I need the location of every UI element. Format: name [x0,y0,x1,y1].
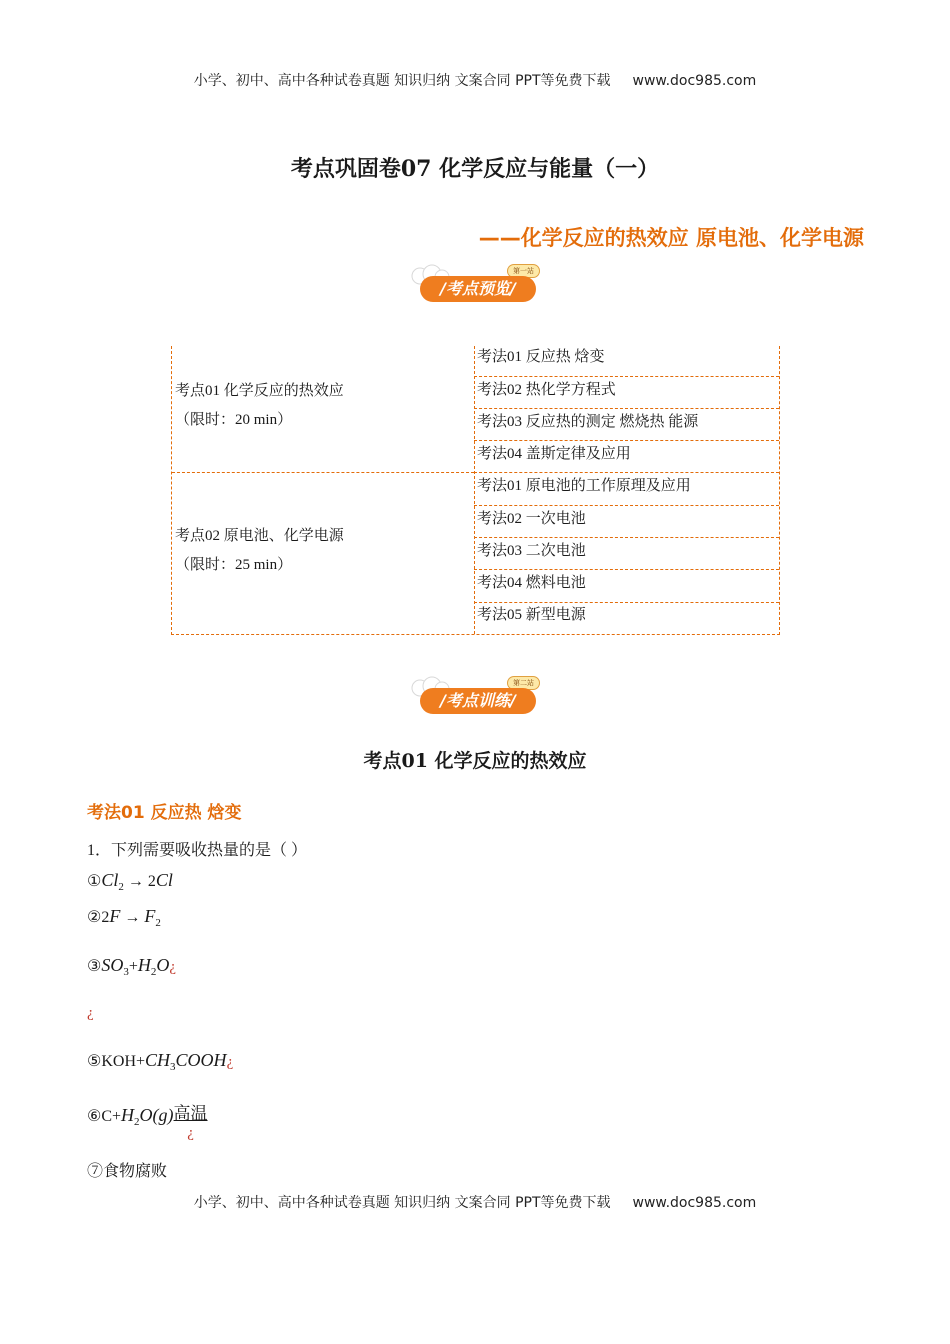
method-2-3: 考法03 二次电池 [477,543,586,559]
training-tag: 第二站 [507,676,540,690]
item-7: ⑦食物腐败 [87,1163,168,1180]
item-1: $①Cl_2 \to 2Cl$ [87,870,173,894]
method-1-1: 考法01 反应热 焓变 [477,349,605,365]
point-2-name: 考点02 原电池、化学电源 [175,528,344,544]
outline-table [171,346,780,635]
method-2-4: 考法04 燃料电池 [477,575,586,591]
method-2-1: 考法01 原电池的工作原理及应用 [477,478,691,494]
footer-url[interactable]: www.doc985.com [632,1195,757,1211]
point-1-name: 考点01 化学反应的热效应 [175,383,344,399]
training-label: /考点训练/ [420,688,536,714]
page-footer [0,1192,950,1212]
method-1-2: 考法02 热化学方程式 [477,382,616,398]
preview-tag: 第一站 [507,264,540,278]
item-4: ¿ [87,1005,94,1021]
method-2-2: 考法02 一次电池 [477,511,586,527]
item-5: $⑤KOH+CH_3COOH¿$ [87,1050,234,1074]
point-2-limit: （限时：25 min） [175,557,293,573]
method-1-4: 考法04 盖斯定律及应用 [477,446,631,462]
question-stem: 1．下列需要吸收热量的是（ ） [87,842,308,859]
footer-text: 小学、初中、高中各种试卷真题 知识归纳 文案合同 PPT等免费下载 [193,1195,611,1211]
method-2-5: 考法05 新型电源 [477,607,586,623]
page-subtitle: ——化学反应的热效应 原电池、化学电源 [478,226,864,250]
page-header [0,70,950,90]
header-text: 小学、初中、高中各种试卷真题 知识归纳 文案合同 PPT等免费下载 [193,73,611,89]
training-badge [410,676,540,716]
method-title: 考法01 反应热 焓变 [87,803,242,823]
preview-label: /考点预览/ [420,276,536,302]
item-6: $⑥C+H_2O(g)$高温 ¿ [87,1104,208,1141]
item-3: $③SO_3+H_2O¿$ [87,955,177,979]
item-2: ②2F → $F_2$ [87,906,161,930]
section-title: 考点01 化学反应的热效应 [363,750,587,772]
point-1-limit: （限时：20 min） [175,412,293,428]
page-title: 考点巩固卷07 化学反应与能量（一） [290,156,660,182]
header-url[interactable]: www.doc985.com [632,73,757,89]
method-1-3: 考法03 反应热的测定 燃烧热 能源 [477,414,699,430]
preview-badge [410,264,540,304]
